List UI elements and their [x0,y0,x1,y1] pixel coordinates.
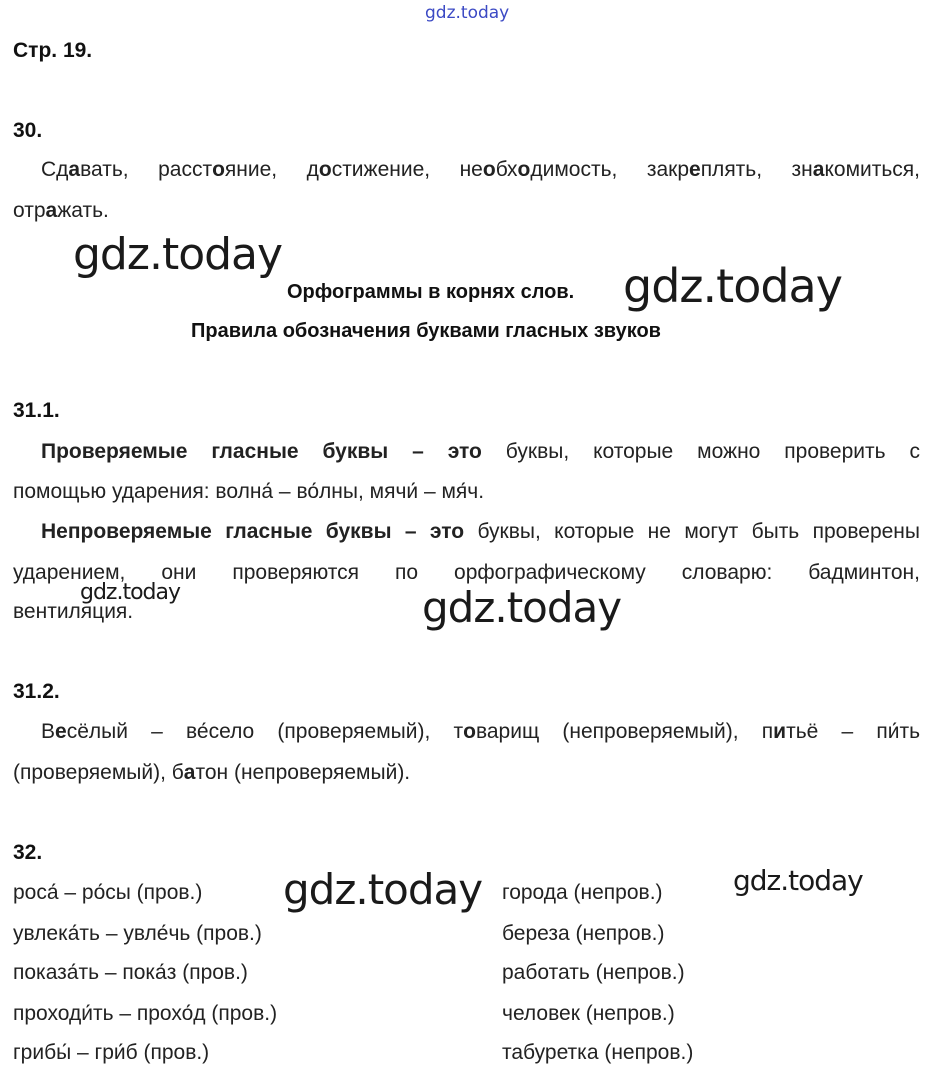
exercise-31-1-number: 31.1. [13,399,60,422]
exercise-31-1-p2-line-3: вентиляция. [13,600,134,623]
page-label: Стр. 19. [13,39,93,62]
list-item: работать (непров.) [502,961,685,984]
exercise-30-number: 30. [13,119,43,142]
list-item: роса́ – ро́сы (пров.) [13,881,203,904]
exercise-31-1-p2-line-1: Непроверяемые гласные буквы – это буквы, которые не могут быть проверены [41,520,920,543]
exercise-32-number: 32. [13,841,43,864]
heading-main: Орфограммы в корнях слов. [287,281,575,303]
watermark-5: gdz.today [283,865,483,914]
exercise-30-line-1: Сдавать, расстояние, достижение, необходимость, закреплять, знакомиться, [41,158,921,181]
exercise-31-2-line-2: (проверяемый), батон (непроверяемый). [13,761,411,784]
list-item: табуретка (непров.) [502,1041,694,1064]
list-item: человек (непров.) [502,1002,675,1025]
exercise-31-1-p1-line-1: Проверяемые гласные буквы – это буквы, которые можно проверить с [41,440,920,463]
exercise-31-1-p2-line-2: ударением, они проверяются по орфографическому словарю: бадминтон, [13,561,920,584]
watermark-6: gdz.today [733,864,863,897]
watermark-top: gdz.today [425,3,510,23]
heading-sub: Правила обозначения буквами гласных звуков [191,320,661,342]
exercise-31-2-line-1: Весёлый – ве́село (проверяемый), товарищ (непроверяемый), питьё – пи́ть [41,720,921,743]
exercise-31-1-p1-line-2: помощью ударения: волна́ – во́лны, мячи́ – мя́ч. [13,480,485,503]
watermark-3: gdz.today [80,580,181,605]
list-item: увлека́ть – увле́чь (пров.) [13,922,262,945]
list-item: береза (непров.) [502,922,665,945]
watermark-2: gdz.today [623,259,842,313]
watermark-1: gdz.today [73,229,283,280]
exercise-30-line-2: отражать. [13,199,109,222]
list-item: города (непров.) [502,881,663,904]
exercise-31-2-number: 31.2. [13,680,60,703]
list-item: показа́ть – пока́з (пров.) [13,961,248,984]
watermark-4: gdz.today [422,583,622,632]
list-item: проходи́ть – прохо́д (пров.) [13,1002,278,1025]
list-item: грибы́ – гри́б (пров.) [13,1041,210,1064]
